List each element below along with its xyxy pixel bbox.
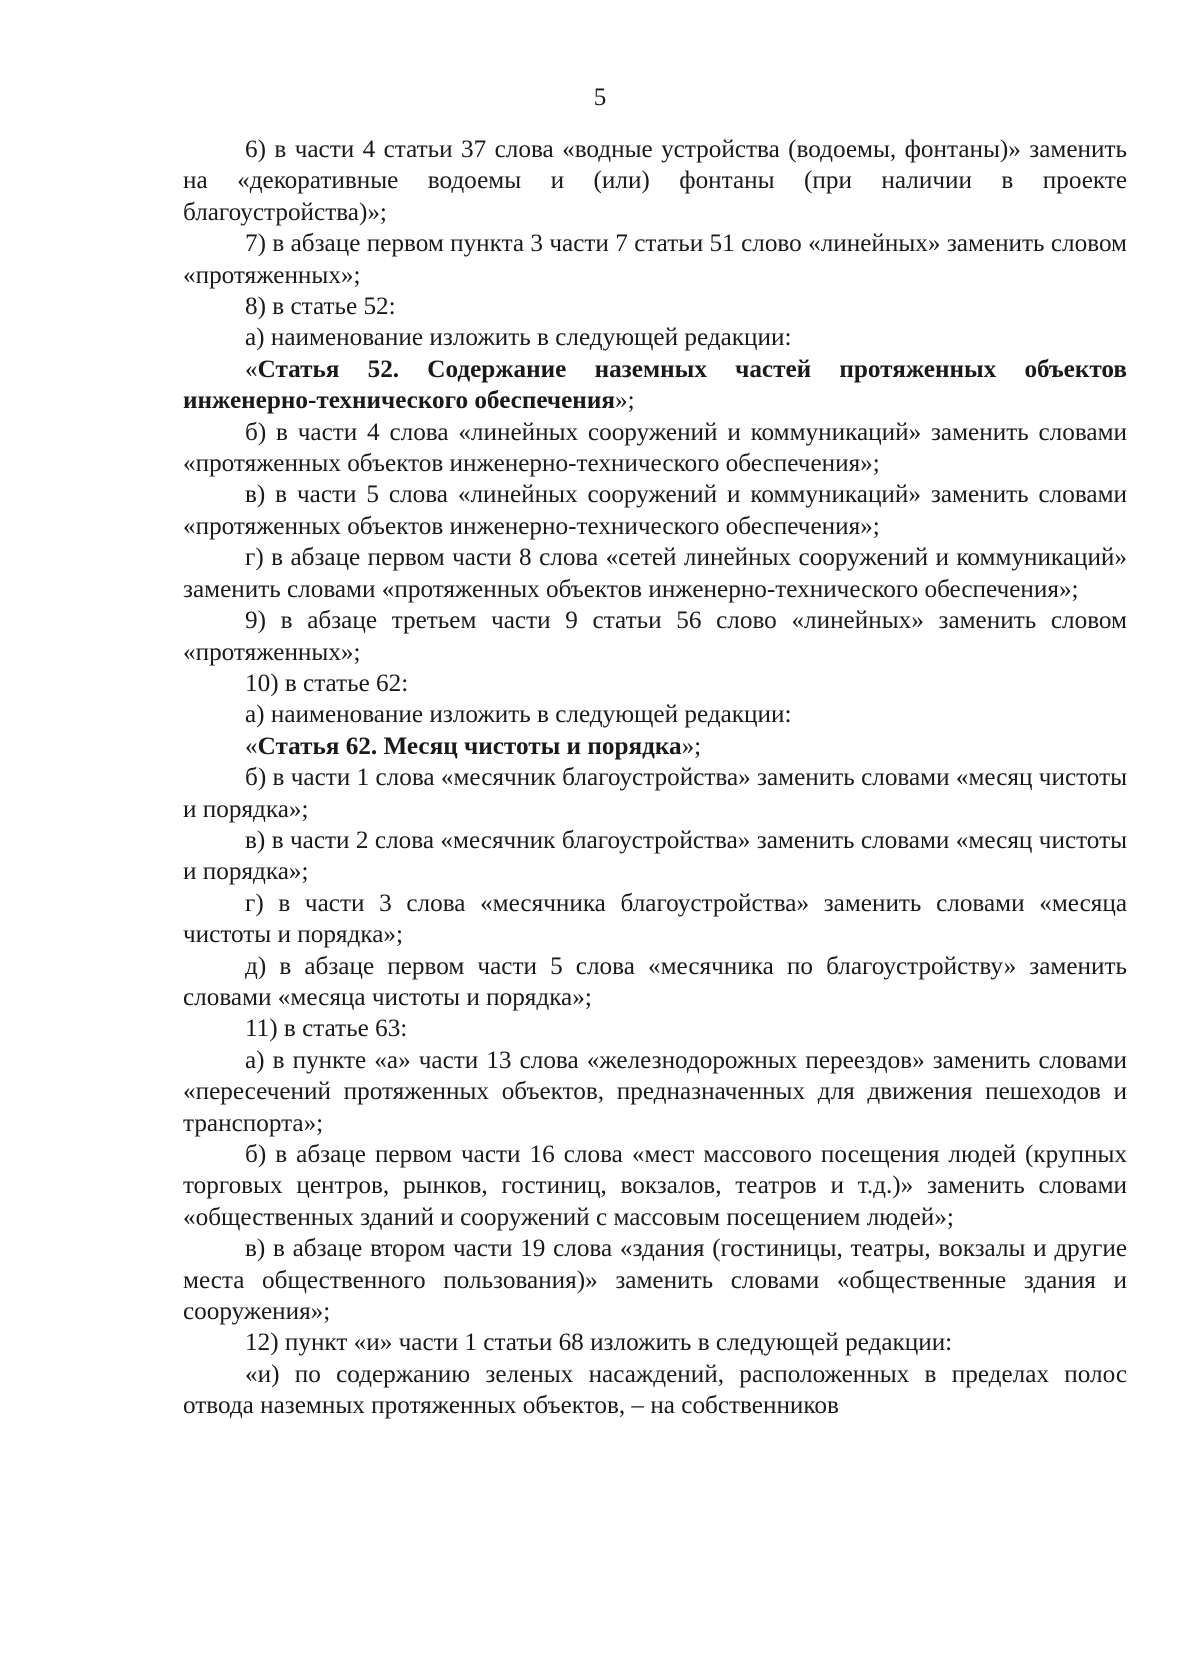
paragraph: а) в пункте «а» части 13 слова «железнодорожных переездов» заменить словами «пересечений протяженных объектов, предназначенных для движения пешеходов и транспорта»; [183, 1046, 1127, 1137]
paragraph: в) в части 2 слова «месячник благоустройства» заменить словами «месяц чистоты и порядка»; [183, 826, 1127, 886]
article-heading-52 [183, 354, 1127, 417]
paragraph: в) в абзаце втором части 19 слова «здания (гостиницы, театры, вокзалы и другие места общественного пользования)» заменить словами «общественные здания и сооружения»; [183, 1235, 1127, 1326]
page-number: 5 [593, 84, 607, 111]
paragraph: 11) в статье 63: [245, 1015, 408, 1043]
quote-close: »; [614, 387, 635, 415]
paragraph: г) в абзаце первом части 8 слова «сетей линейных сооружений и коммуникаций» заменить словами «протяженных объектов инженерно-технического обеспечения»; [183, 544, 1127, 603]
paragraph: 8) в статье 52: [245, 293, 396, 321]
paragraph: «и) по содержанию зеленых насаждений, расположенных в пределах полос отвода наземных протяженных объектов, – на собственников [183, 1360, 1127, 1420]
paragraph: 12) пункт «и» части 1 статьи 68 изложить в следующей редакции: [245, 1329, 953, 1357]
quote-open: « [245, 355, 258, 383]
paragraph: 7) в абзаце первом пункта 3 части 7 статьи 51 слово «линейных» заменить словом «протяженных»; [183, 230, 1127, 289]
paragraph: б) в абзаце первом части 16 слова «мест массового посещения людей (крупных торговых центров, рынков, гостиниц, вокзалов, театров и т.д.)» заменить словами «общественных зданий и сооружений с массовым посещением людей»; [183, 1141, 1127, 1231]
paragraph: г) в части 3 слова «месячника благоустройства» заменить словами «месяца чистоты и порядка»; [183, 889, 1127, 949]
quote-close: »; [681, 732, 702, 760]
article-title-bold: Статья 52. Содержание наземных частей протяженных объектов инженерно-технического обеспечения [183, 355, 1127, 415]
paragraph: 10) в статье 62: [245, 669, 409, 697]
paragraph: б) в части 1 слова «месячник благоустройства» заменить словами «месяц чистоты и порядка»; [183, 764, 1127, 823]
paragraph: в) в части 5 слова «линейных сооружений и коммуникаций» заменить словами «протяженных объектов инженерно-технического обеспечения»; [183, 481, 1127, 540]
paragraph: б) в части 4 слова «линейных сооружений и коммуникаций» заменить словами «протяженных объектов инженерно-технического обеспечения»; [183, 418, 1127, 478]
document-body [183, 134, 1127, 1422]
paragraph: д) в абзаце первом части 5 слова «месячника по благоустройству» заменить словами «месяца чистоты и порядка»; [183, 952, 1127, 1011]
paragraph: 9) в абзаце третьем части 9 статьи 56 слово «линейных» заменить словом «протяженных»; [183, 607, 1127, 666]
paragraph: а) наименование изложить в следующей редакции: [245, 324, 792, 352]
article-title-bold: Статья 62. Месяц чистоты и порядка [257, 732, 682, 760]
paragraph: а) наименование изложить в следующей редакции: [245, 701, 792, 729]
article-heading-62 [183, 731, 1127, 762]
paragraph: 6) в части 4 статьи 37 слова «водные устройства (водоемы, фонтаны)» заменить на «декоративные водоемы и (или) фонтаны (при наличии в проекте благоустройства)»; [183, 136, 1127, 226]
quote-open: « [245, 732, 258, 760]
